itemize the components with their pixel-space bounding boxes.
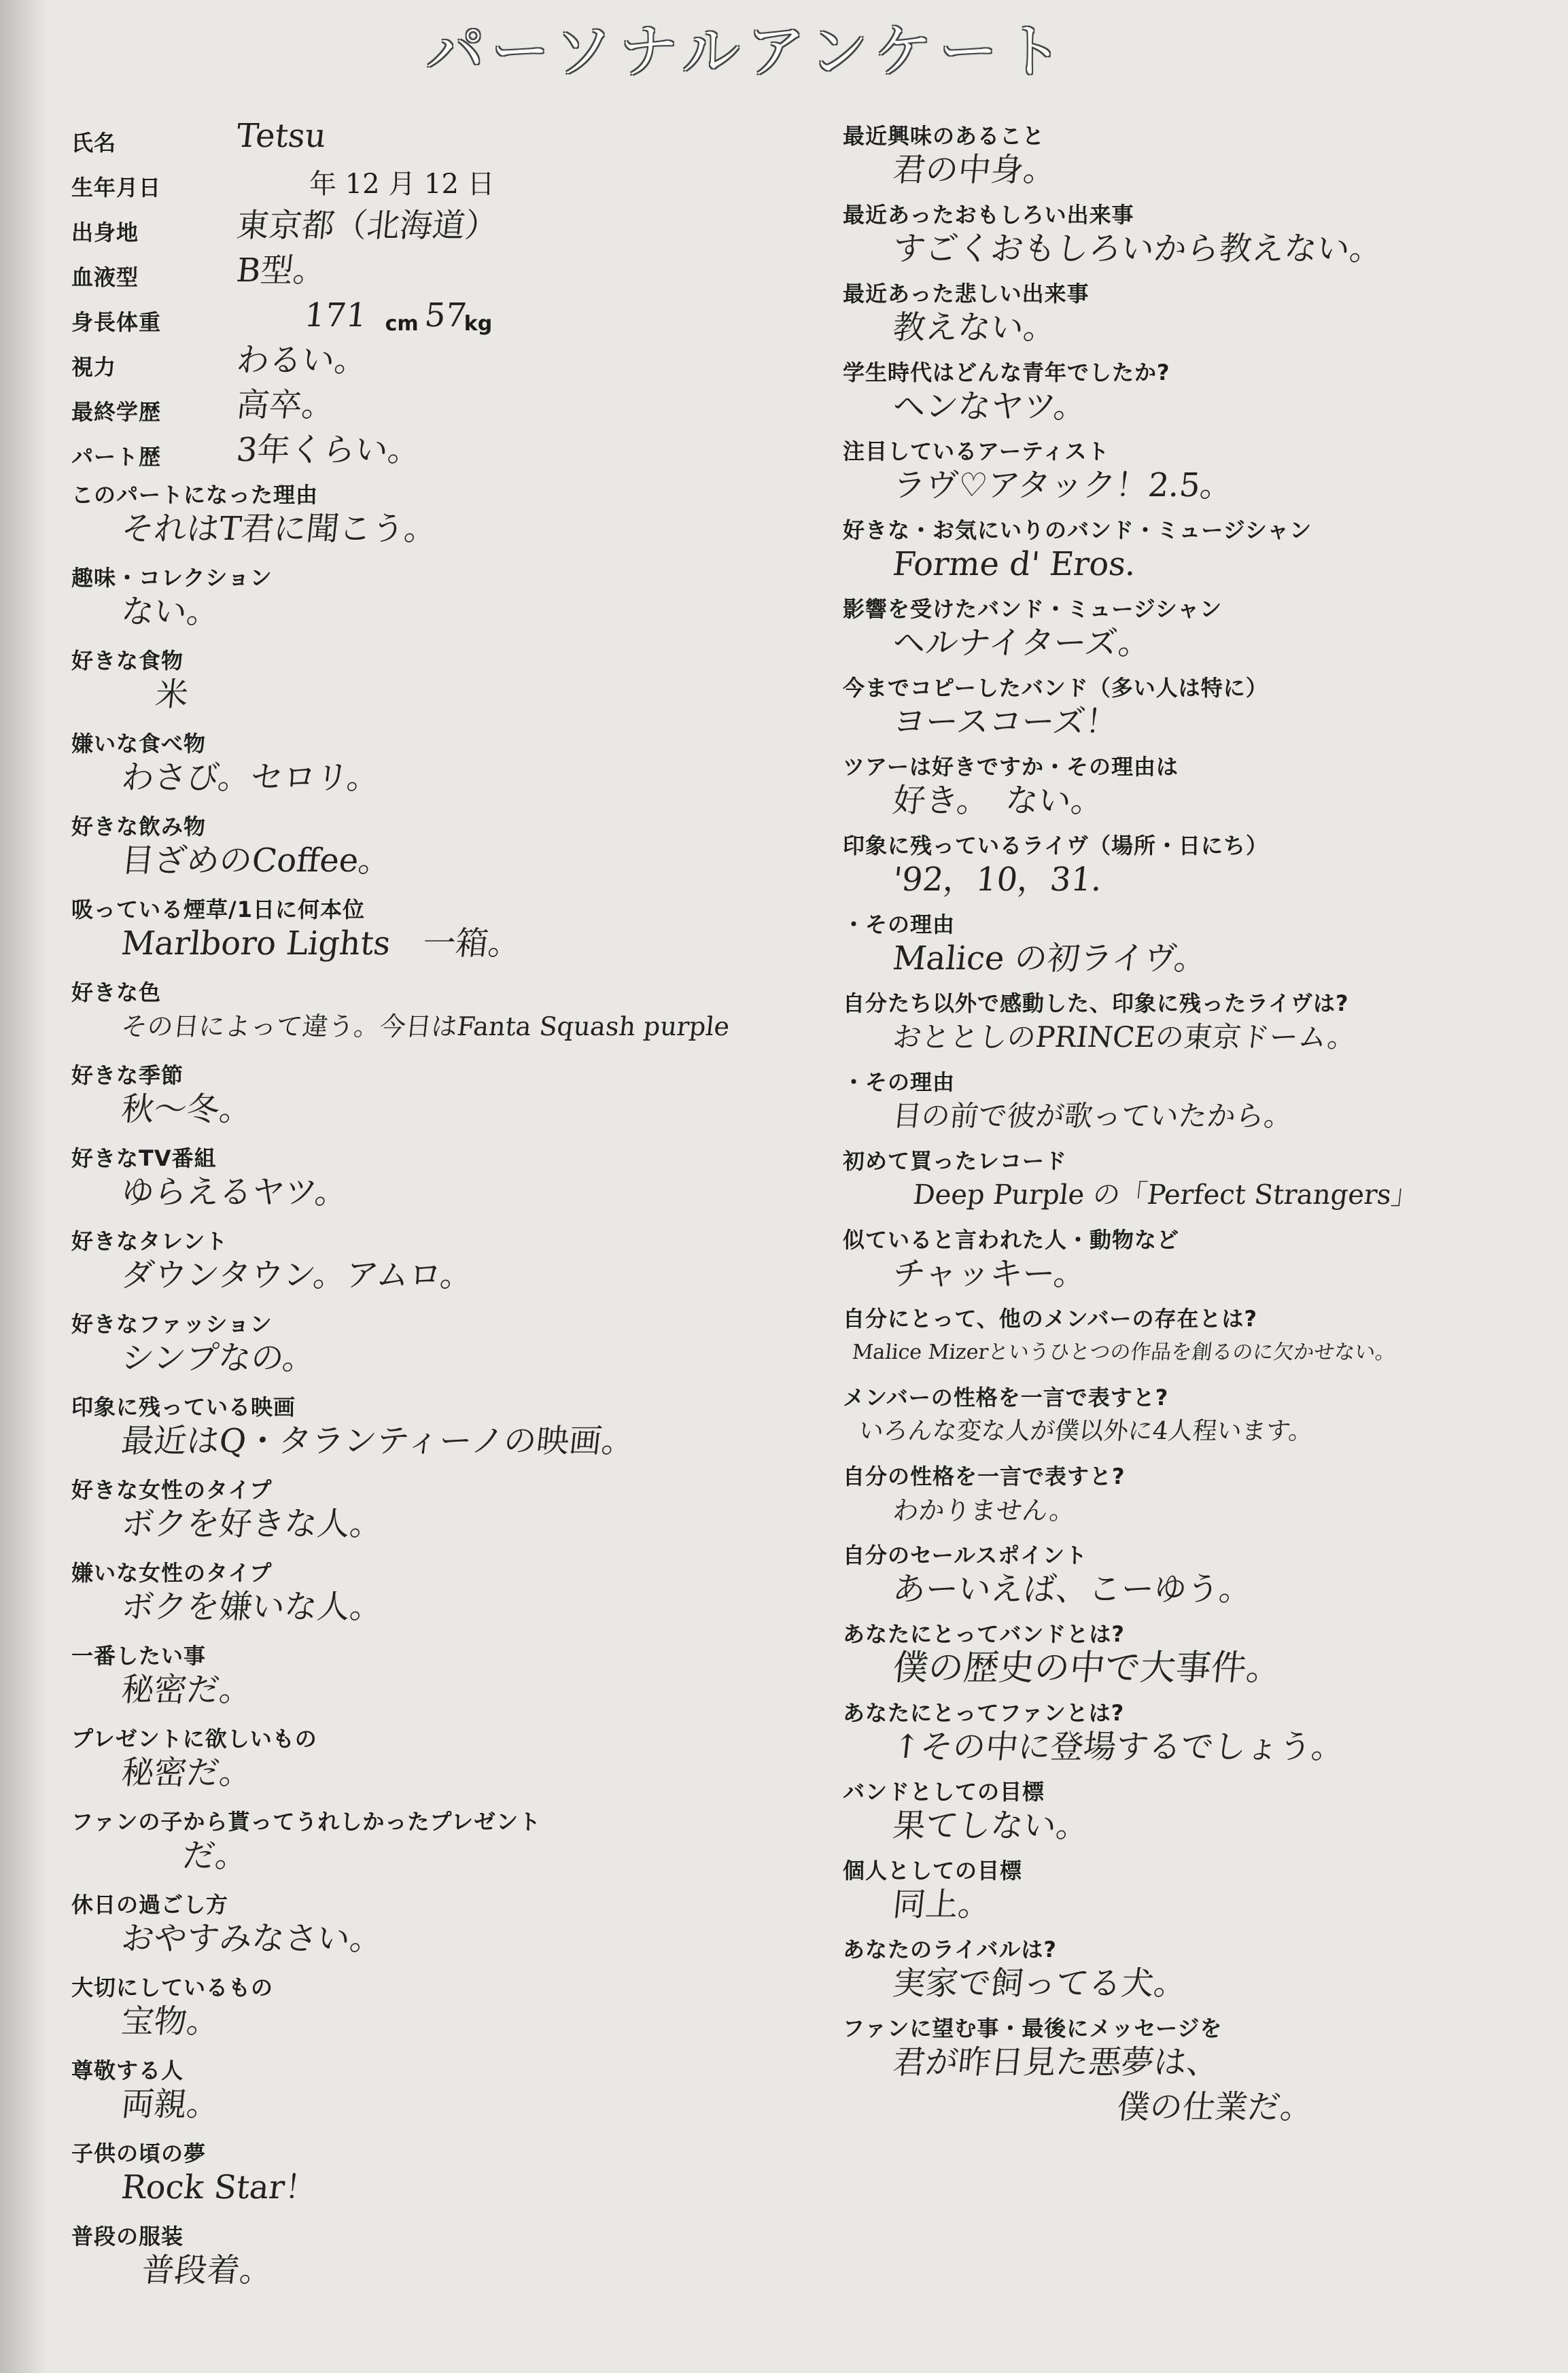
page-title: パーソナルアンケート bbox=[425, 18, 1070, 86]
question-block bbox=[71, 1393, 839, 1466]
name-label: 氏名 bbox=[71, 130, 117, 156]
answer-text: ヨースコーズ！ bbox=[890, 703, 1120, 741]
question-label: あなたにとってファンとは? bbox=[843, 1700, 1125, 1726]
question-label: 大切にしているもの bbox=[71, 1975, 274, 2000]
answer-text: おととしのPRINCEの東京ドーム。 bbox=[891, 1020, 1358, 1054]
question-block bbox=[71, 481, 839, 553]
question-block bbox=[71, 1642, 839, 1714]
answer-text-line-2: 僕の仕業だ。 bbox=[1115, 2088, 1315, 2126]
answer-text: Malice Mizerというひとつの作品を創るのに欠かせない。 bbox=[850, 1340, 1397, 1364]
answer-text: ラヴ♡アタック！2.5。 bbox=[890, 466, 1235, 504]
answer-text: 最近はQ・タランティーノの映画。 bbox=[119, 1422, 637, 1460]
question-label: 好きな・お気にいりのバンド・ミュージシャン bbox=[843, 517, 1312, 543]
hometown-label: 出身地 bbox=[71, 220, 139, 245]
question-block bbox=[71, 1062, 839, 1134]
blood-type-label: 血液型 bbox=[71, 264, 139, 290]
question-label: メンバーの性格を一言で表すと? bbox=[843, 1385, 1169, 1410]
question-block bbox=[71, 730, 839, 802]
profile-row-hometown bbox=[71, 207, 839, 246]
question-block bbox=[843, 122, 1550, 194]
question-block bbox=[843, 753, 1550, 825]
answer-text: 目の前で彼が歌っていたから。 bbox=[891, 1099, 1295, 1132]
question-label: 最近あったおもしろい出来事 bbox=[843, 202, 1134, 228]
question-block bbox=[71, 1559, 839, 1631]
question-block bbox=[843, 1384, 1550, 1456]
question-block bbox=[71, 1974, 839, 2046]
answer-text: 好き。 ない。 bbox=[890, 782, 1106, 820]
question-label: 印象に残っている映画 bbox=[71, 1394, 296, 1420]
answer-text: ダウンタウン。アムロ。 bbox=[119, 1256, 475, 1294]
answer-text: Deep Purple の「Perfect Strangers」 bbox=[911, 1179, 1421, 1211]
question-label: プレゼントに欲しいもの bbox=[71, 1726, 317, 1752]
question-block bbox=[71, 896, 839, 968]
answer-text: 僕の歴史の中で大事件。 bbox=[890, 1648, 1284, 1688]
profile-row-name bbox=[71, 117, 839, 156]
profile-row-blood-type bbox=[71, 252, 839, 291]
question-label: 尊敬する人 bbox=[71, 2058, 184, 2083]
question-block bbox=[843, 517, 1550, 589]
eyesight-label: 視力 bbox=[71, 354, 117, 380]
right-column bbox=[843, 122, 1550, 2138]
question-block bbox=[843, 438, 1550, 510]
question-label: バンドとしての目標 bbox=[843, 1779, 1045, 1805]
answer-text: わかりません。 bbox=[891, 1495, 1077, 1525]
question-block bbox=[71, 2223, 839, 2295]
question-label: 今までコピーしたバンド（多い人は特に） bbox=[843, 675, 1268, 701]
answer-text: Forme d' Eros. bbox=[890, 545, 1138, 583]
question-label: 自分たち以外で感動した、印象に残ったライヴは? bbox=[843, 990, 1349, 1016]
answer-text: あーいえば、こーゆう。 bbox=[890, 1570, 1254, 1608]
question-block bbox=[843, 990, 1550, 1062]
birthday-answer: 年 12 月 12 日 bbox=[309, 169, 495, 200]
question-block bbox=[843, 1463, 1550, 1535]
answer-text: ゆらえるヤツ。 bbox=[119, 1173, 350, 1211]
question-label: ツアーは好きですか・その理由は bbox=[843, 754, 1179, 780]
answer-text: ↑その中に登場するでしょう。 bbox=[890, 1728, 1346, 1766]
profile-row-eyesight bbox=[71, 341, 839, 381]
answer-text: チャッキー。 bbox=[890, 1255, 1089, 1293]
question-label: 印象に残っているライヴ（場所・日にち） bbox=[843, 833, 1269, 859]
question-label: ・その理由 bbox=[843, 1069, 956, 1095]
part-history-label: パート歴 bbox=[71, 444, 162, 470]
question-label: あなたのライバルは? bbox=[843, 1937, 1057, 1962]
question-block bbox=[843, 280, 1550, 352]
education-answer: 高卒。 bbox=[234, 386, 337, 424]
question-block bbox=[843, 1542, 1550, 1614]
question-block bbox=[843, 1305, 1550, 1377]
answer-text: 両親。 bbox=[119, 2085, 222, 2124]
question-block bbox=[71, 979, 839, 1051]
question-block bbox=[843, 1069, 1550, 1141]
question-label: 好きなファッション bbox=[71, 1311, 273, 1337]
answer-text: シンプなの。 bbox=[119, 1339, 317, 1377]
answer-text: Malice の初ライヴ。 bbox=[890, 939, 1209, 977]
question-block bbox=[843, 1226, 1550, 1298]
question-label: 趣味・コレクション bbox=[71, 565, 273, 591]
question-label: 注目しているアーティスト bbox=[843, 438, 1110, 464]
answer-text: おやすみなさい。 bbox=[119, 1920, 385, 1958]
question-block bbox=[71, 1476, 839, 1548]
left-column bbox=[71, 117, 839, 2306]
question-label: 好きなタレント bbox=[71, 1228, 228, 1254]
question-block bbox=[843, 1147, 1550, 1219]
eyesight-answer: わるい。 bbox=[234, 341, 370, 379]
question-block bbox=[843, 911, 1550, 983]
question-label: 好きな女性のタイプ bbox=[71, 1477, 273, 1503]
part-history-answer: 3年くらい。 bbox=[234, 431, 423, 469]
blood-type-answer: B型。 bbox=[234, 252, 328, 290]
birthday-label: 生年月日 bbox=[71, 175, 162, 201]
question-block bbox=[71, 564, 839, 636]
answer-text: 秘密だ。 bbox=[119, 1671, 254, 1709]
answer-text: 米 bbox=[153, 676, 190, 714]
answer-text: ヘンなヤツ。 bbox=[890, 387, 1089, 426]
question-block bbox=[71, 1808, 839, 1880]
answer-text: 君が昨日見た悪夢は、 bbox=[890, 2043, 1221, 2081]
question-label: 嫌いな女性のタイプ bbox=[71, 1560, 273, 1586]
profile-row-part-history bbox=[71, 431, 839, 470]
answer-text: ボクを嫌いな人。 bbox=[119, 1588, 385, 1626]
question-label: 一番したい事 bbox=[71, 1643, 207, 1669]
question-block bbox=[843, 674, 1550, 746]
answer-text: 秘密だ。 bbox=[119, 1754, 254, 1792]
question-block bbox=[843, 1778, 1550, 1850]
weight-unit: kg bbox=[464, 312, 493, 336]
question-label: 初めて買ったレコード bbox=[843, 1148, 1068, 1174]
binding-shadow bbox=[0, 0, 48, 2373]
answer-text: 普段着。 bbox=[139, 2251, 275, 2289]
question-label: 個人としての目標 bbox=[843, 1858, 1023, 1884]
answer-text: すごくおもしろいから教えない。 bbox=[890, 230, 1384, 268]
question-block bbox=[843, 201, 1550, 273]
question-label: 吸っている煙草/1日に何本位 bbox=[71, 897, 365, 922]
name-answer: Tetsu bbox=[234, 117, 328, 155]
question-block bbox=[71, 813, 839, 885]
question-block bbox=[71, 1725, 839, 1797]
profile-row-education bbox=[71, 386, 839, 426]
question-label: 好きな色 bbox=[71, 980, 162, 1005]
question-block bbox=[71, 647, 839, 719]
question-block bbox=[71, 2057, 839, 2129]
question-label: 影響を受けたバンド・ミュージシャン bbox=[843, 596, 1223, 622]
question-label: 最近あった悲しい出来事 bbox=[843, 281, 1090, 307]
question-label: 学生時代はどんな青年でしたか? bbox=[843, 360, 1170, 385]
answer-text: Rock Star！ bbox=[119, 2168, 319, 2206]
question-block bbox=[843, 1857, 1550, 1929]
question-block bbox=[843, 1699, 1550, 1771]
answer-text: それはT君に聞こう。 bbox=[119, 510, 439, 548]
question-label: ファンの子から貰ってうれしかったプレゼント bbox=[71, 1809, 542, 1835]
hometown-answer: 東京都（北海道） bbox=[234, 207, 500, 245]
answer-text: 君の中身。 bbox=[890, 151, 1058, 189]
question-label: 自分のセールスポイント bbox=[843, 1542, 1088, 1568]
question-label: 最近興味のあること bbox=[843, 123, 1045, 149]
answer-text: 実家で飼ってる犬。 bbox=[890, 1964, 1189, 2003]
question-block bbox=[843, 359, 1550, 431]
question-block bbox=[71, 2140, 839, 2212]
question-label: 休日の過ごし方 bbox=[71, 1892, 229, 1918]
question-block bbox=[71, 1311, 839, 1383]
question-label: あなたにとってバンドとは? bbox=[843, 1621, 1125, 1647]
question-block bbox=[843, 832, 1550, 904]
answer-text: 同上。 bbox=[890, 1886, 993, 1924]
question-label: 子供の頃の夢 bbox=[71, 2141, 207, 2166]
question-label: 好きな飲み物 bbox=[71, 814, 207, 839]
question-label: 自分の性格を一言で表すと? bbox=[843, 1463, 1126, 1489]
answer-text: Marlboro Lights 一箱。 bbox=[119, 924, 523, 963]
question-label: 普段の服装 bbox=[71, 2223, 184, 2249]
weight-answer: 57 bbox=[422, 296, 468, 334]
answer-text: 教えない。 bbox=[890, 309, 1058, 347]
answer-text: '92，10，31. bbox=[890, 861, 1104, 899]
profile-row-height-weight bbox=[71, 296, 839, 336]
question-block bbox=[843, 2015, 1550, 2132]
question-label: 好きな食物 bbox=[71, 648, 184, 674]
question-label: このパートになった理由 bbox=[71, 482, 319, 508]
answer-text: ヘルナイターズ。 bbox=[890, 624, 1153, 662]
answer-text: ボクを好きな人。 bbox=[119, 1505, 385, 1543]
question-label: 好きな季節 bbox=[71, 1062, 184, 1088]
answer-text: 目ざめのCoffee。 bbox=[119, 842, 394, 880]
answer-text: だ。 bbox=[180, 1837, 250, 1875]
question-label: 似ていると言われた人・動物など bbox=[843, 1227, 1180, 1253]
answer-text: 果てしない。 bbox=[890, 1807, 1091, 1845]
height-unit: cm bbox=[385, 312, 419, 336]
education-label: 最終学歴 bbox=[71, 399, 162, 425]
answer-text: いろんな変な人が僕以外に4人程います。 bbox=[857, 1417, 1315, 1445]
answer-text: わさび。セロリ。 bbox=[119, 759, 382, 797]
question-label: 自分にとって、他のメンバーの存在とは? bbox=[843, 1306, 1258, 1332]
question-block bbox=[71, 1228, 839, 1300]
question-label: 好きなTV番組 bbox=[71, 1145, 217, 1171]
height-weight-label: 身長体重 bbox=[71, 309, 162, 335]
question-block bbox=[843, 595, 1550, 668]
question-label: ・その理由 bbox=[843, 912, 956, 937]
answer-text: ない。 bbox=[119, 593, 222, 631]
answer-text: 秋〜冬。 bbox=[119, 1090, 254, 1128]
question-block bbox=[71, 1145, 839, 1217]
profile-row-birthday bbox=[71, 167, 839, 201]
question-block bbox=[843, 1621, 1550, 1693]
question-label: 嫌いな食べ物 bbox=[71, 731, 207, 757]
answer-text: 宝物。 bbox=[119, 2003, 222, 2041]
question-block bbox=[71, 1891, 839, 1963]
question-block bbox=[843, 1936, 1550, 2008]
height-answer: 171 bbox=[302, 296, 369, 334]
question-label: ファンに望む事・最後にメッセージを bbox=[843, 2015, 1223, 2041]
answer-text: その日によって違う。今日はFanta Squash purple bbox=[120, 1011, 731, 1041]
